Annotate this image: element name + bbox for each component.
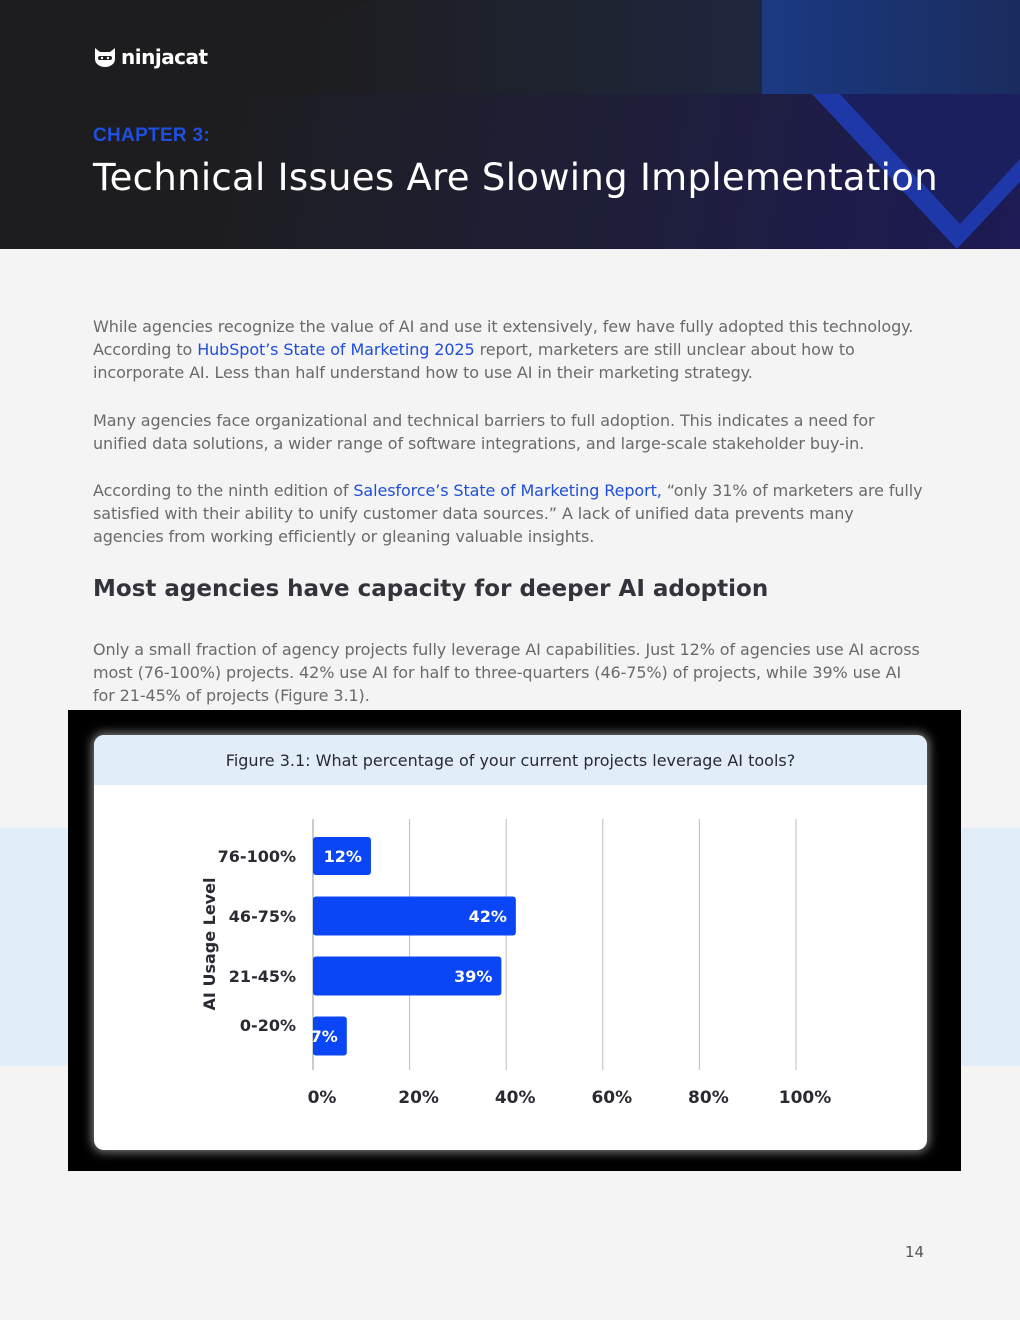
section-heading: Most agencies have capacity for deeper AI adoption — [93, 576, 769, 602]
category-label: 0-20% — [239, 1016, 296, 1035]
ninjacat-logo — [93, 45, 208, 69]
bar-value-label: 7% — [310, 1027, 338, 1046]
category-label: 46-75% — [228, 907, 296, 926]
page-number: 14 — [905, 1243, 925, 1261]
paragraph-adoption: Only a small fraction of agency projects fully leverage AI capabilities. Just 12% of agencies use AI across most (76-100%) projects. 42% use AI for half to three-quarters (46-75%) of projects, while 39% use AI for 21-45% of projects (Figure 3.1). — [93, 640, 920, 705]
page-title: Technical Issues Are Slowing Implementation — [93, 156, 938, 199]
salesforce-report-link[interactable]: Salesforce’s State of Marketing Report, — [353, 481, 662, 500]
y-axis-label: AI Usage Level — [200, 877, 219, 1011]
paragraph-barriers: Many agencies face organizational and technical barriers to full adoption. This indicates a need for unified data solutions, a wider range of software integrations, and large-scale stakeholder buy-in. — [93, 411, 875, 453]
bar-value-label: 12% — [323, 847, 362, 866]
chart-card — [94, 735, 927, 1150]
chapter-label: CHAPTER 3: — [93, 125, 211, 146]
bar-value-label: 42% — [468, 907, 507, 926]
cat-logo-icon — [93, 45, 117, 69]
page-header — [0, 0, 1020, 249]
category-label: 76-100% — [217, 847, 296, 866]
x-tick-label: 100% — [778, 1088, 832, 1108]
category-label: 21-45% — [228, 967, 296, 986]
x-tick-label: 80% — [688, 1088, 729, 1108]
bar-chart — [94, 735, 927, 1150]
x-tick-label: 20% — [398, 1088, 439, 1108]
header-decoration — [762, 0, 1020, 94]
x-tick-label: 40% — [494, 1088, 536, 1108]
logo-text: ninjacat — [121, 45, 208, 69]
bar-value-label: 39% — [454, 967, 493, 986]
x-tick-label: 60% — [591, 1088, 633, 1108]
paragraph-salesforce: According to the ninth edition of Salesforce’s State of Marketing Report, “only 31% of marketers are fully satisfied with their ability to unify customer data sources.” A lack of unified data prevents many agencies from working efficiently or gleaning valuable insights. — [93, 481, 923, 546]
x-tick-label: 0% — [307, 1088, 337, 1108]
hubspot-report-link[interactable]: HubSpot’s State of Marketing 2025 — [197, 340, 475, 359]
chart-title: Figure 3.1: What percentage of your current projects leverage AI tools? — [225, 751, 796, 770]
paragraph-intro: While agencies recognize the value of AI and use it extensively, few have fully adopted this technology. According to HubSpot’s State of Marketing 2025 report, marketers are still unclear about how to incorporate AI. Less than half understand how to use AI in their marketing strategy. — [93, 317, 914, 382]
